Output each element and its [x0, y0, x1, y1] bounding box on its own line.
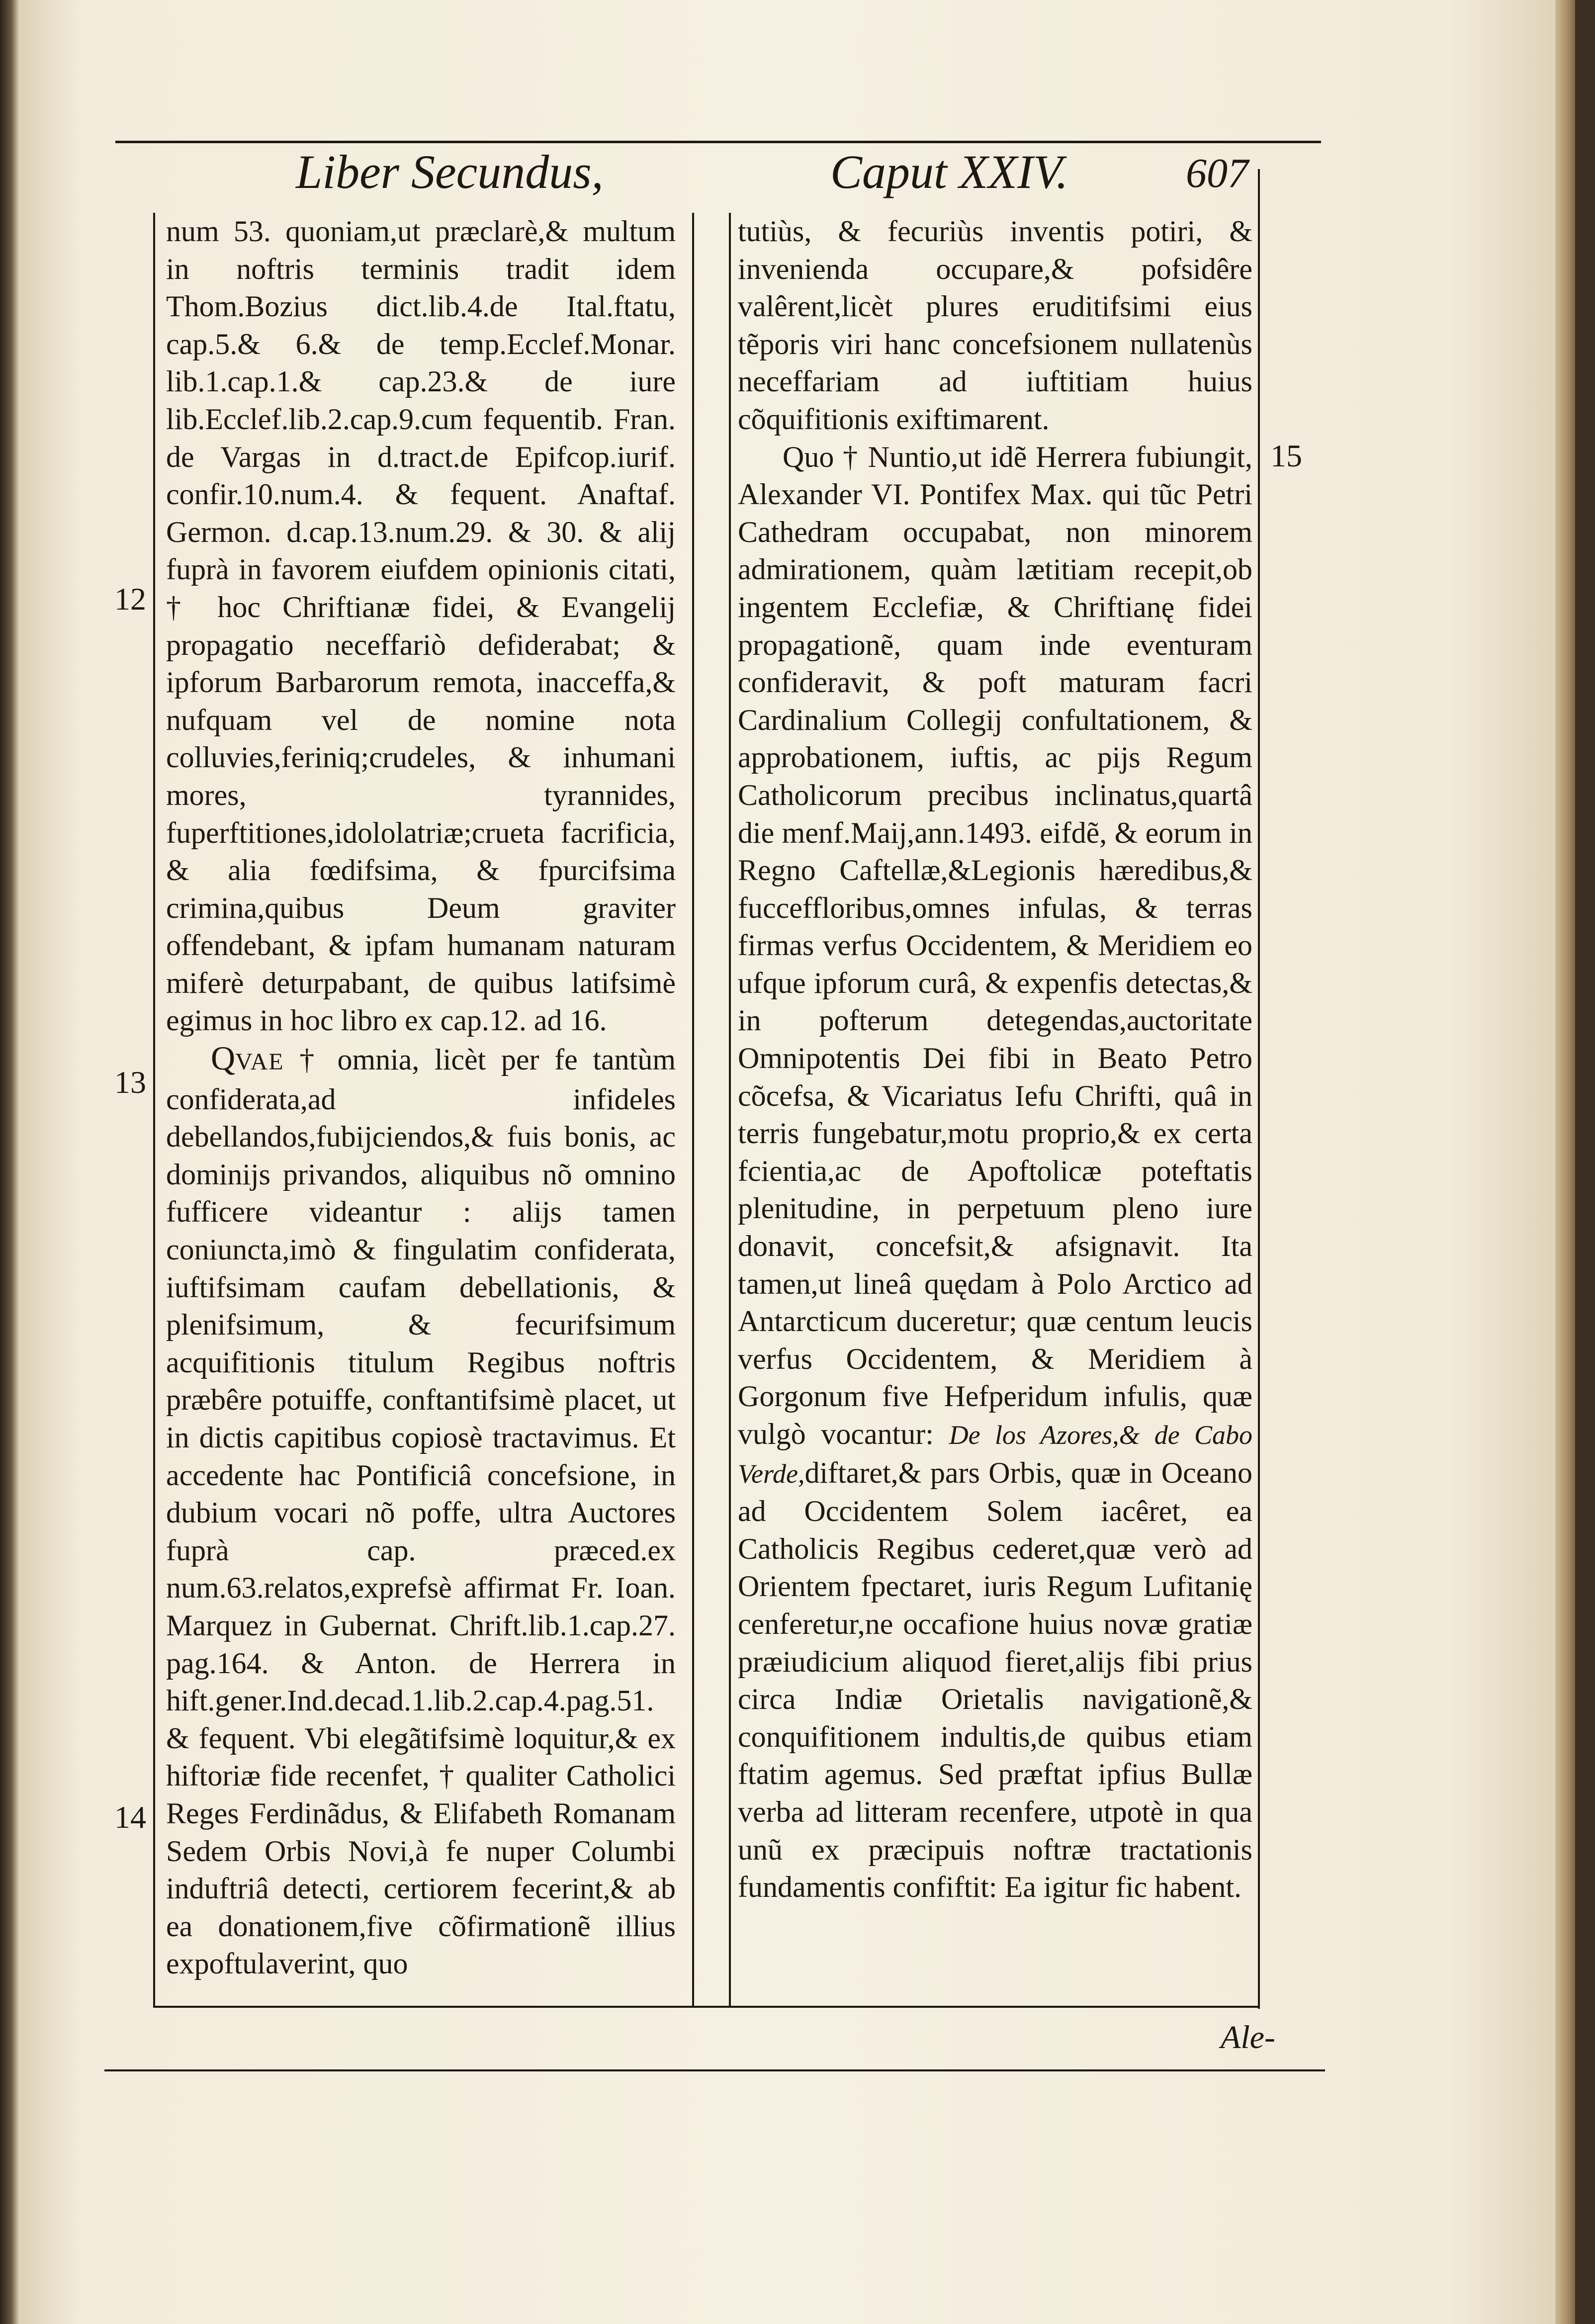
page-fore-edge — [1555, 0, 1575, 2324]
margin-number-14: 14 — [114, 1799, 146, 1835]
paragraph: tutiùs, & fecuriùs inventis potiri, & invenienda occupare,& pofsidêre valêrent,licèt plures eruditifsimi eius tẽporis viri hanc concefsionem nullatenùs neceffariam ad iuftitiam huius cõquifitionis exiftimarent. — [738, 215, 1252, 436]
italic-place-name: De los Azores,& de Cabo Verde, — [738, 1420, 1252, 1489]
paragraph-body: omnia, licèt per fe tantùm confiderata,ad infideles debellandos,fubijciendos,& fuis bonis, ac dominijs privandos, aliquibus nõ omnino fufficere videantur : alijs tamen coniuncta,imò & fingulatim confiderata, iuftifsimam caufam debellationis, & plenifsimum, & fecurifsimum acquifitionis titulum Regibus noftris præbêre potuiffe, conftantifsimè placet, ut in dictis capitibus copiosè tractavimus. Et accedente hac Pontificiâ concefsione, in dubium vocari nõ poffe, ultra Auctores fuprà cap. præced.ex num.63.relatos,exprefsè affirmat Fr. Ioan. Marquez in Gubernat. Chrift.lib.1.cap.27. pag.164. & Anton. de Herrera in hift.gener.Ind.decad.1.lib.2.cap.4.pag.51. & fequent. Vbi elegãtifsimè loquitur,& ex hiftoriæ fide recenfet, † qualiter Catholici Reges Ferdinãdus, & Elifabeth Romanam Sedem Orbis Novi,à fe nuper Columbi induftriâ detecti, certiorem fecerint,& ab ea donationem,five cõfirmationẽ illius expoftulaverint, quo — [166, 1043, 676, 1980]
header-rule — [115, 141, 1321, 143]
initial-small-caps: VAE — [235, 1049, 284, 1075]
column-divider-rule — [692, 213, 694, 2008]
margin-number-15: 15 — [1270, 438, 1302, 473]
column-bottom-rule — [153, 2006, 1260, 2008]
paragraph-body: Quo † Nuntio,ut idẽ Herrera fubiungit, Alexander VI. Pontifex Max. qui tũc Petri Cathedram occupabat, non minorem admirationem, quàm lætitiam recepit,ob ingentem Ecclefiæ, & Chriftianę fidei propagationẽ, quam inde eventuram confideravit, & poft maturam facri Cardinalium Collegij confultationem, & approbationem, iuftis, ac pijs Regum Catholicorum precibus inclinatus,quartâ die menf.Maij,ann.1493. eifdẽ, & eorum in Regno Caftellæ,&Legionis hæredibus,& fucceffloribus,omnes infulas, & terras firmas verfus Occidentem, & Meridiem eo ufque ipforum curâ, & expenfis detectas,& in pofterum detegendas,auctoritate Omnipotentis Dei fibi in Beato Petro cõcefsa, & Vicariatus Iefu Chrifti, quâ in terris fungebatur,motu proprio,& ex certa fcientia,ac de Apoftolicæ poteftatis plenitudine, in perpetuum pleno iure donavit, concefsit,& afsignavit. Ita tamen,ut lineâ quędam à Polo Arctico ad Antarcticum duceretur; quæ centum leucis verfus Occidentem, & Meridiem à Gorgonum five Hefperidum infulis, quæ vulgò vocantur: — [738, 440, 1252, 1450]
paragraph: num 53. quoniam,ut præclarè,& multum in noftris terminis tradit idem Thom.Bozius dict.lib.4.de Ital.ftatu, cap.5.& 6.& de temp.Ecclef.Monar. lib.1.cap.1.& cap.23.& de iure lib.Ecclef.lib.2.cap.9.cum fequentib. Fran. de Vargas in d.tract.de Epifcop.iurif. confir.10.num.4. & fequent. Anaftaf. Germon. d.cap.13.num.29. & 30. & alij fuprà in favorem eiufdem opinionis citati, † hoc Chriftianæ fidei, & Evangelij propagatio neceffariò defiderabat; & ipforum Barbarorum remota, inacceffa,& nufquam vel de nomine nota colluvies,feriniq;crudeles, & inhumani mores, tyrannides, fuperftitiones,idololatriæ;crueta facrificia, & alia fœdifsima, & fpurcifsima crimina,quibus Deum graviter offendebant, & ipfam humanam naturam miferè deturpabant, de quibus latifsimè egimus in hoc libro ex cap.12. ad 16. — [166, 215, 676, 1037]
left-frame-rule — [153, 213, 155, 2008]
paragraph-continuation: diftaret,& pars Orbis, quæ in Oceano ad Occidentem Solem iacêret, ea Catholicis Regibus cederet,quæ verò ad Orientem fpectaret, iuris Regum Lufitanię cenferetur,ne occafione huius novæ gratiæ præiudicium aliquod fieret,alijs fibi prius circa Indiæ Orietalis navigationẽ,& conquifitionem indultis,de quibus etiam ftatim agemus. Sed præftat ipfius Bullæ verba ad litteram recenfere, utpotè in qua unũ ex præcipuis noftræ tractationis fundamentis confiftit: Ea igitur fic habent. — [738, 1456, 1252, 1904]
footer-rule — [104, 2069, 1325, 2071]
dagger-mark: † — [299, 1043, 322, 1076]
paragraph-quae — [166, 1040, 676, 1983]
margin-number-13: 13 — [114, 1065, 146, 1100]
running-head-book: Liber Secundus, — [296, 145, 604, 198]
column-divider-rule-inner — [729, 213, 731, 2008]
left-text-column — [166, 213, 676, 2003]
book-spine-shadow — [0, 0, 19, 2324]
paragraph-quo — [738, 439, 1252, 1906]
margin-number-12: 12 — [114, 581, 146, 617]
initial-letter: Q — [211, 1039, 236, 1077]
right-frame-rule — [1258, 169, 1260, 2009]
page-number: 607 — [1186, 150, 1248, 196]
right-text-column — [738, 213, 1252, 2003]
catchword: Ale- — [1221, 2019, 1275, 2056]
running-head-chapter: Caput XXIV. — [830, 145, 1068, 198]
